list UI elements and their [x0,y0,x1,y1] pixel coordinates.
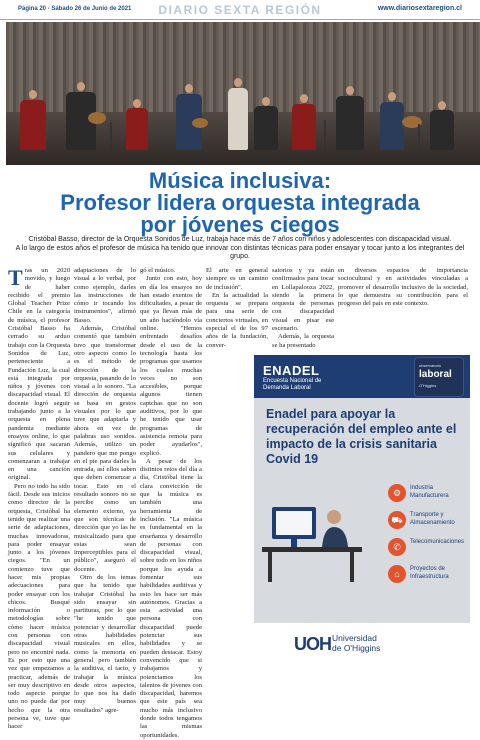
obs-bottom-text: O'Higgins [419,383,437,388]
page-date: Página 20 - Sábado 26 de Junio de 2021 [18,6,132,12]
paragraph: Pero no todo ha sido fácil. Desde sus inicios como director de la orquesta, Cristóbal ha tenido que realizar una serie de adaptaciones, muchas innovadoras, para poder ensayar junto a los jóvenes ciegos. "En un comienzo tuve que hacer mis propias adecuaciones para poder ensayar con los chicos. Busqué información o metodologías sobre cómo hacer música con personas con discapacidad visual pero no encontré nada. Es por esto que una vez que empezamos a practicar, además de ser muy descriptivo en todo aspecto porque uno no puede dar por hecho que la otra persona ve, tuve que hacer [8,482,70,731]
musician [20,100,46,150]
worker-head [327,510,341,524]
observatorio-laboral-logo [414,357,464,397]
musician-head [438,101,446,110]
sector-item [388,509,468,535]
musician-head [185,84,193,93]
ad-brand-subtitle-line: Demanda Laboral [263,385,311,391]
uoh-logo: UOH [294,634,331,654]
article-title [0,170,480,236]
title-line-3: por jóvenes ciegos [140,212,340,237]
article-column-2 [74,267,136,714]
musician-head [262,97,270,106]
orchestra-photo [6,22,480,165]
website-link[interactable]: www.diariosextaregion.cl [377,5,462,12]
ad-brand-subtitle-line: Encuesta Nacional de [263,378,322,384]
musician-head [234,78,242,87]
musician-head [300,94,308,103]
musician-head [29,90,37,99]
sector-item [388,536,468,562]
musician-head [346,86,354,95]
paragraph: adaptaciones de lo visual a lo verbal, por como ejemplo, darles las instrucciones de cómo ir tocando los instrumentos", afirmó Basso. [74,267,136,324]
sector-label: Telecomunicaciones [410,539,465,545]
musician-head [388,92,396,101]
ad-header [254,355,470,398]
guitar [192,118,208,128]
worker-body [322,527,348,547]
music-stand [110,122,112,150]
musician [228,88,248,150]
university-footer [254,623,470,665]
sector-label: Industria Manufacturera [410,485,449,499]
desk-leg [350,552,354,582]
sector-label: Proyectos de Infraestructura [410,566,449,580]
paragraph: El arte en general siempre es un camino de inclusión". [206,267,268,291]
article-column-1 [8,265,70,731]
musician [292,104,316,150]
ad-brand: ENADEL [263,363,320,378]
sector-list [388,482,468,590]
sector-item [388,563,468,589]
musician [254,106,278,150]
paragraph: En la actualidad la orquesta se prepara para una serie de conciertos virtuales, en especial el de los 97 años de la fundación, conver- [206,291,268,349]
drop-cap: T [8,265,23,290]
university-name-line: Universidad [332,633,377,643]
page-header [0,0,480,20]
paragraph: gó el músico. [140,267,176,274]
musician-head [133,99,141,108]
music-stand [324,120,326,150]
desk-top [262,547,362,552]
title-line-2: Profesor lidera orquesta integrada [60,190,420,215]
paragraph: A pesar de los distintos retos del día a día, Cristóbal tiene la clara convicción de que la música es también una herramienta de inclusión. "La música es fundamental en la enseñanza y desarrollo de personas con discapacidad visual, sobre todo en los niños porque los ayuda a fomentar sus habilidades auditivas y esto les hace ser más autónomos. Gracias a esta actividad una persona con discapacidad puede potenciar sus habilidades y se pueden destacar. Estoy convencido que si trabajamos y potenciamos los talentos de jóvenes con discapacidad, haremos que este país sea mucho más inclusivo donde todos tengamos las mismas oportunidades. [140,457,202,739]
article-subtitle [10,236,470,262]
enadel-advertisement[interactable] [254,355,470,665]
monitor-stand [291,539,297,547]
paragraph: Otro de los temas que ha tenido que trabajar Cristóbal ha sido ensayar sin partituras, por lo que "he tenido que potenciar y desarrollar otras habilidades musicales en ellos, como la memoria en general pero también la auditiva, el tacto, y trabajar la música desde otros aspectos, lo que nos ha dado muy buenos resultados" agre- [74,573,136,714]
obs-top-text: observatorio [419,363,442,368]
crane-icon: ⌂ [388,565,406,583]
music-stand [418,124,420,150]
article-column-5 [272,267,334,353]
article-column-3 [140,267,202,739]
office-worker-illustration [262,487,362,587]
paragraph: Junto con esto, hoy en día los ensayos no han estado exentos de dificultades, a pesar de que ya llevan más de un año haciéndolo vía online. "Hemos enfrentado desafíos desde el uso de la tecnología hasta los programas que usamos los cuales muchas veces no son accesibles, porque algunos tienen captchas que no son auditivos, por lo que he tenido que usar programas de asistencia remota para poder ayudarlos", explicó. [140,275,202,457]
antenna-icon: ✆ [388,538,406,556]
sector-item [388,482,468,508]
ad-brand-subtitle [263,378,321,392]
university-name-line: de O'Higgins [332,643,381,653]
paragraph: en diversos espacios de importancia sociocultural y en actividades vinculadas a promover el desarrollo inclusivo de la sociedad, lo que demuestra su contribución para el progreso del país en este contexto. [338,267,468,308]
truck-icon: ⛟ [388,511,406,529]
paragraph-text: ras un 2020 movido, y luego de haber recibido el premio Global Teacher Prize Chile en la categoría de música, el profesor Cristóbal Basso ha cerrado su arduo trabajo con la Orquesta Sonidos de Luz, perteneciente a Fundación Luz, la cual está integrada por niños y jóvenes con discapacidad visual. El docente logró seguir trabajando junto a la orquesta en plena pandemia mediante ensayos online, lo que significó que sacaran sus celulares y comenzaran a trabajar en una canción original. [8,267,70,482]
paragraph: satorios y ya están confirmados para tocar en Lollapalooza 2022, siendo la primera orquesta de personas con discapacidad visual en pisar ese escenario. [272,267,334,333]
subtitle-line-2: A lo largo de estos años el profesor de música ha tenido que innovar con distintas técnicas para poder ensayar y tocar junto a los integrantes del grupo. [15,244,465,260]
title-line-1: Música inclusiva: [148,168,332,193]
obs-main-text: laboral [419,369,452,380]
university-name [332,633,380,653]
musician [380,102,404,150]
newspaper-name: DIARIO SEXTA REGIÓN [158,3,322,17]
musician [336,96,364,150]
musician-head [77,82,85,91]
musician [126,108,148,150]
paragraph: Además, Cristóbal comentó que también tuvo que transformar otro aspecto como lo es el método de dirección de la orquesta, pasando de lo visual a lo sonoro. "La dirección de orquesta se basa en gestos visuales por lo que tuve que adaptarla y ahora en vez de palabras uso sonidos. Además, utilizo un pandero que me pongo en el pie para darles la entrada, así ellos saben que deben comenzar a tocar. Esto en el resultado sonoro no se percibe como un elemento externo, ya que son técnicas de dirección que yo las he musicalizado para que estas sean imperceptibles para el público", aseguró el docente. [74,325,136,573]
factory-icon: ⚙ [388,484,406,502]
desk-leg [268,552,272,582]
sector-label: Transporte y Almacenamiento [410,512,455,526]
paragraph: Además, la orquesta se ha presentado [272,333,334,349]
ad-headline: Enadel para apoyar la recuperación del empleo ante el impacto de la crisis sanitaria Covid 19 [266,407,457,466]
guitar [88,112,106,124]
article-column-6 [338,267,468,353]
subtitle-line-1: Cristóbal Basso, director de la Orquesta Sonidos de Luz, trabaja hace más de 7 años con niños y adolescentes con discapacidad visual. [28,236,452,243]
musician [430,110,454,150]
screen [276,511,312,535]
paragraph [8,267,70,483]
